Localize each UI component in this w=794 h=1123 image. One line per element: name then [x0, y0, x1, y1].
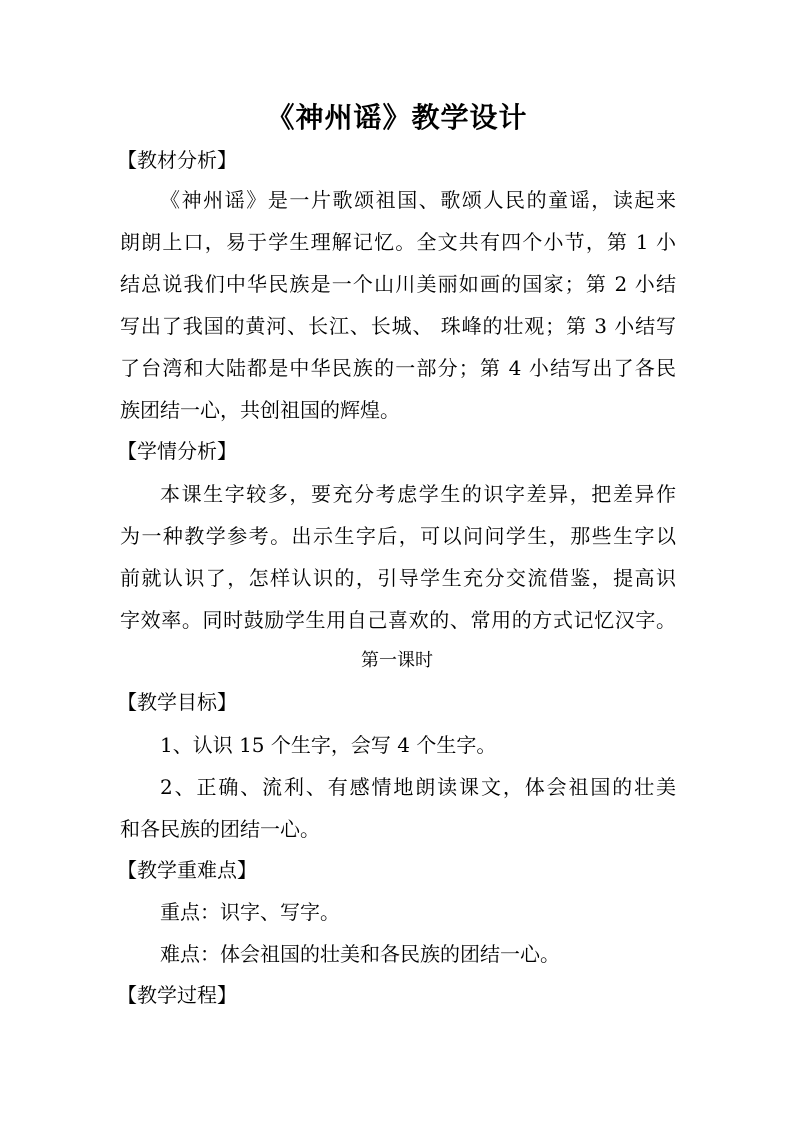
section-heading-textbook-analysis: 【教材分析】: [117, 148, 237, 172]
paragraph-line: 本课生字较多，要充分考虑学生的识字差异，把差异作: [160, 482, 676, 506]
objective-item: 1、认识 15 个生字，会写 4 个生字。: [160, 733, 497, 757]
paragraph-line: 了台湾和大陆都是中华民族的一部分；第 4 小结写出了各民: [120, 356, 676, 380]
key-point-item: 重点：识字、写字。: [160, 900, 340, 924]
paragraph-line: 族团结一心，共创祖国的辉煌。: [120, 398, 400, 422]
key-point-item: 难点：体会祖国的壮美和各民族的团结一心。: [160, 942, 560, 966]
section-heading-process: 【教学过程】: [117, 983, 237, 1007]
lesson-label: 第一课时: [361, 650, 433, 671]
paragraph-line: 前就认识了，怎样认识的，引导学生充分交流借鉴，提高识: [120, 566, 676, 590]
paragraph-line: 写出了我国的黄河、长江、长城、 珠峰的壮观；第 3 小结写: [120, 314, 676, 338]
objective-item: 2、正确、流利、有感情地朗读课文，体会祖国的壮美: [160, 775, 676, 799]
paragraph-line: 字效率。同时鼓励学生用自己喜欢的、常用的方式记忆汉字。: [120, 608, 676, 632]
paragraph-line: 《神州谣》是一片歌颂祖国、歌颂人民的童谣，读起来: [160, 188, 676, 212]
document-title: 《神州谣》教学设计: [266, 101, 528, 134]
section-heading-objectives: 【教学目标】: [117, 690, 237, 714]
objective-item-continuation: 和各民族的团结一心。: [120, 817, 320, 841]
section-heading-student-analysis: 【学情分析】: [117, 439, 237, 463]
paragraph-line: 为一种教学参考。出示生字后，可以问问学生，那些生字以: [120, 524, 676, 548]
paragraph-line: 结总说我们中华民族是一个山川美丽如画的国家；第 2 小结: [120, 272, 676, 296]
paragraph-line: 朗朗上口，易于学生理解记忆。全文共有四个小节，第 1 小: [120, 230, 676, 254]
section-heading-key-points: 【教学重难点】: [117, 858, 257, 882]
